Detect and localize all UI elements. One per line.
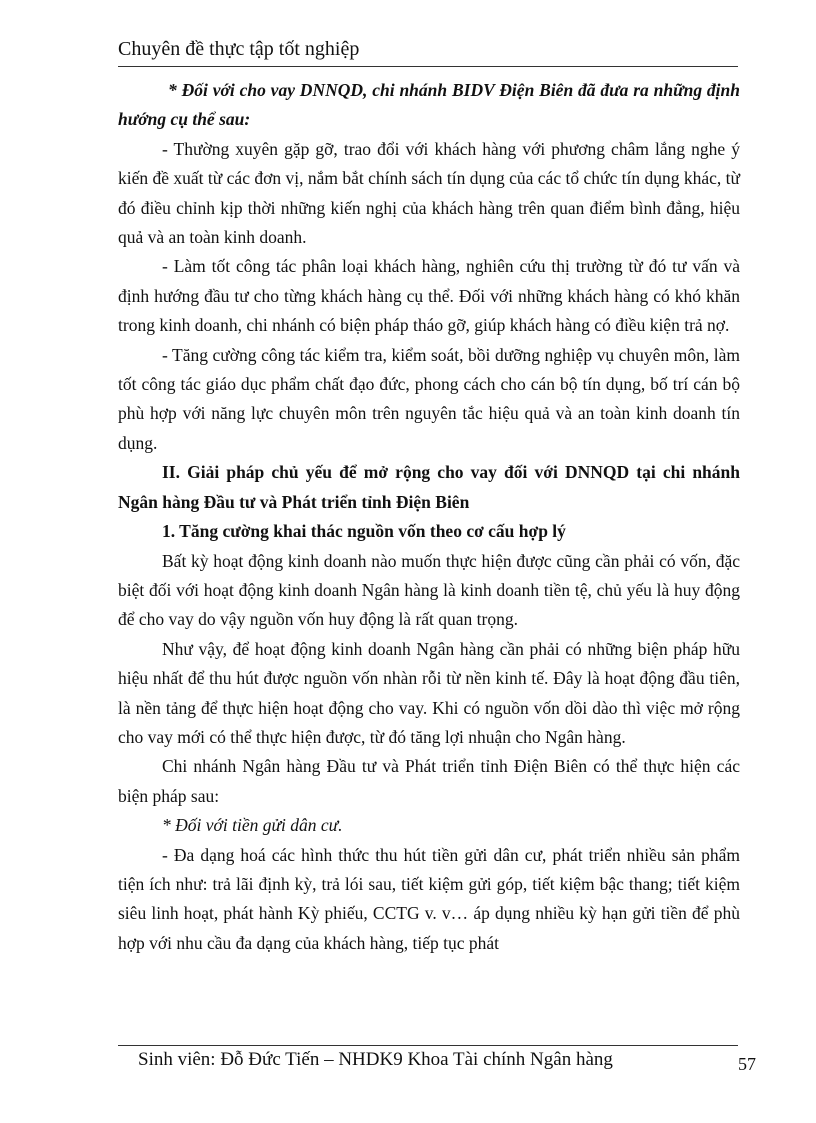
paragraph-customer-meetings: - Thường xuyên gặp gỡ, trao đổi với khách hàng với phương châm lắng nghe ý kiến đề xuất từ các đơn vị, nắm bắt chính sách tín dụng của các tổ chức tín dụng khác, từ đó điều chỉnh kịp thời những kiến nghị của khách hàng trên quan điểm bình đẳng, hiệu quả và an toàn kinh doanh. [118,138,740,248]
subsection-heading-capital: 1. Tăng cường khai thác nguồn vốn theo cơ cấu hợp lý [162,521,566,542]
paragraph-effective-measures: Như vậy, để hoạt động kinh doanh Ngân hàng cần phải có những biện pháp hữu hiệu nhất để thu hút được nguồn vốn nhàn rỗi từ nền kinh tế. Đây là hoạt động đầu tiên, là nền tảng để thực hiện hoạt động cho vay. Khi có nguồn vốn dồi dào thì việc mở rộng cho vay mới có thể thực hiện được, từ đó tăng lợi nhuận cho Ngân hàng. [118,638,740,747]
section-heading-solutions: II. Giải pháp chủ yếu để mở rộng cho vay đối với DNNQD tại chi nhánh Ngân hàng Đầu tư và Phát triển tỉnh Điện Biên [118,462,740,512]
page-header-title: Chuyên đề thực tập tốt nghiệp [118,38,360,60]
paragraph-diversify-deposits: - Đa dạng hoá các hình thức thu hút tiền gửi dân cư, phát triển nhiều sản phẩm tiện ích như: trả lãi định kỳ, trả lói sau, tiết kiệm gửi góp, tiết kiệm bậc thang; tiết kiệm siêu linh hoạt, phát hành Kỳ phiếu, CCTG v. v… áp dụng nhiều kỳ hạn gửi tiền để phù hợp với nhu cầu đa dạng của khách hàng, tiếp tục phát [118,844,740,953]
document-body [118,76,740,958]
footer-divider [118,1045,738,1046]
paragraph-capital-importance: Bất kỳ hoạt động kinh doanh nào muốn thực hiện được cũng cần phải có vốn, đặc biệt đối với hoạt động kinh doanh Ngân hàng là kinh doanh tiền tệ, chủ yếu là huy động để cho vay do vậy nguồn vốn huy động là rất quan trọng. [118,550,740,630]
paragraph-resident-deposits: * Đối với tiền gửi dân cư. [162,815,343,836]
paragraph-inspection-training: - Tăng cường công tác kiểm tra, kiểm soát, bồi dưỡng nghiệp vụ chuyên môn, làm tốt công tác giáo dục phẩm chất đạo đức, phong cách cho cán bộ tín dụng, bố trí cán bộ phù hợp với năng lực chuyên môn trên nguyên tắc hiệu quả và an toàn kinh doanh tín dụng. [118,344,740,453]
page-number: 57 [738,1054,756,1074]
footer-student-info: Sinh viên: Đỗ Đức Tiến – NHDK9 Khoa Tài chính Ngân hàng [138,1049,613,1070]
paragraph-branch-measures: Chi nhánh Ngân hàng Đầu tư và Phát triển tỉnh Điện Biên có thể thực hiện các biện pháp sau: [118,756,740,806]
paragraph-dnnqd-orientation: * Đối với cho vay DNNQD, chi nhánh BIDV Điện Biên đã đưa ra những định hướng cụ thể sau: [118,80,740,130]
paragraph-customer-classification: - Làm tốt công tác phân loại khách hàng, nghiên cứu thị trường từ đó tư vấn và định hướng đầu tư cho từng khách hàng cụ thể. Đối với những khách hàng có khó khăn trong kinh doanh, chi nhánh có biện pháp tháo gỡ, giúp khách hàng có điều kiện trả nợ. [118,256,740,336]
header-divider [118,66,738,67]
